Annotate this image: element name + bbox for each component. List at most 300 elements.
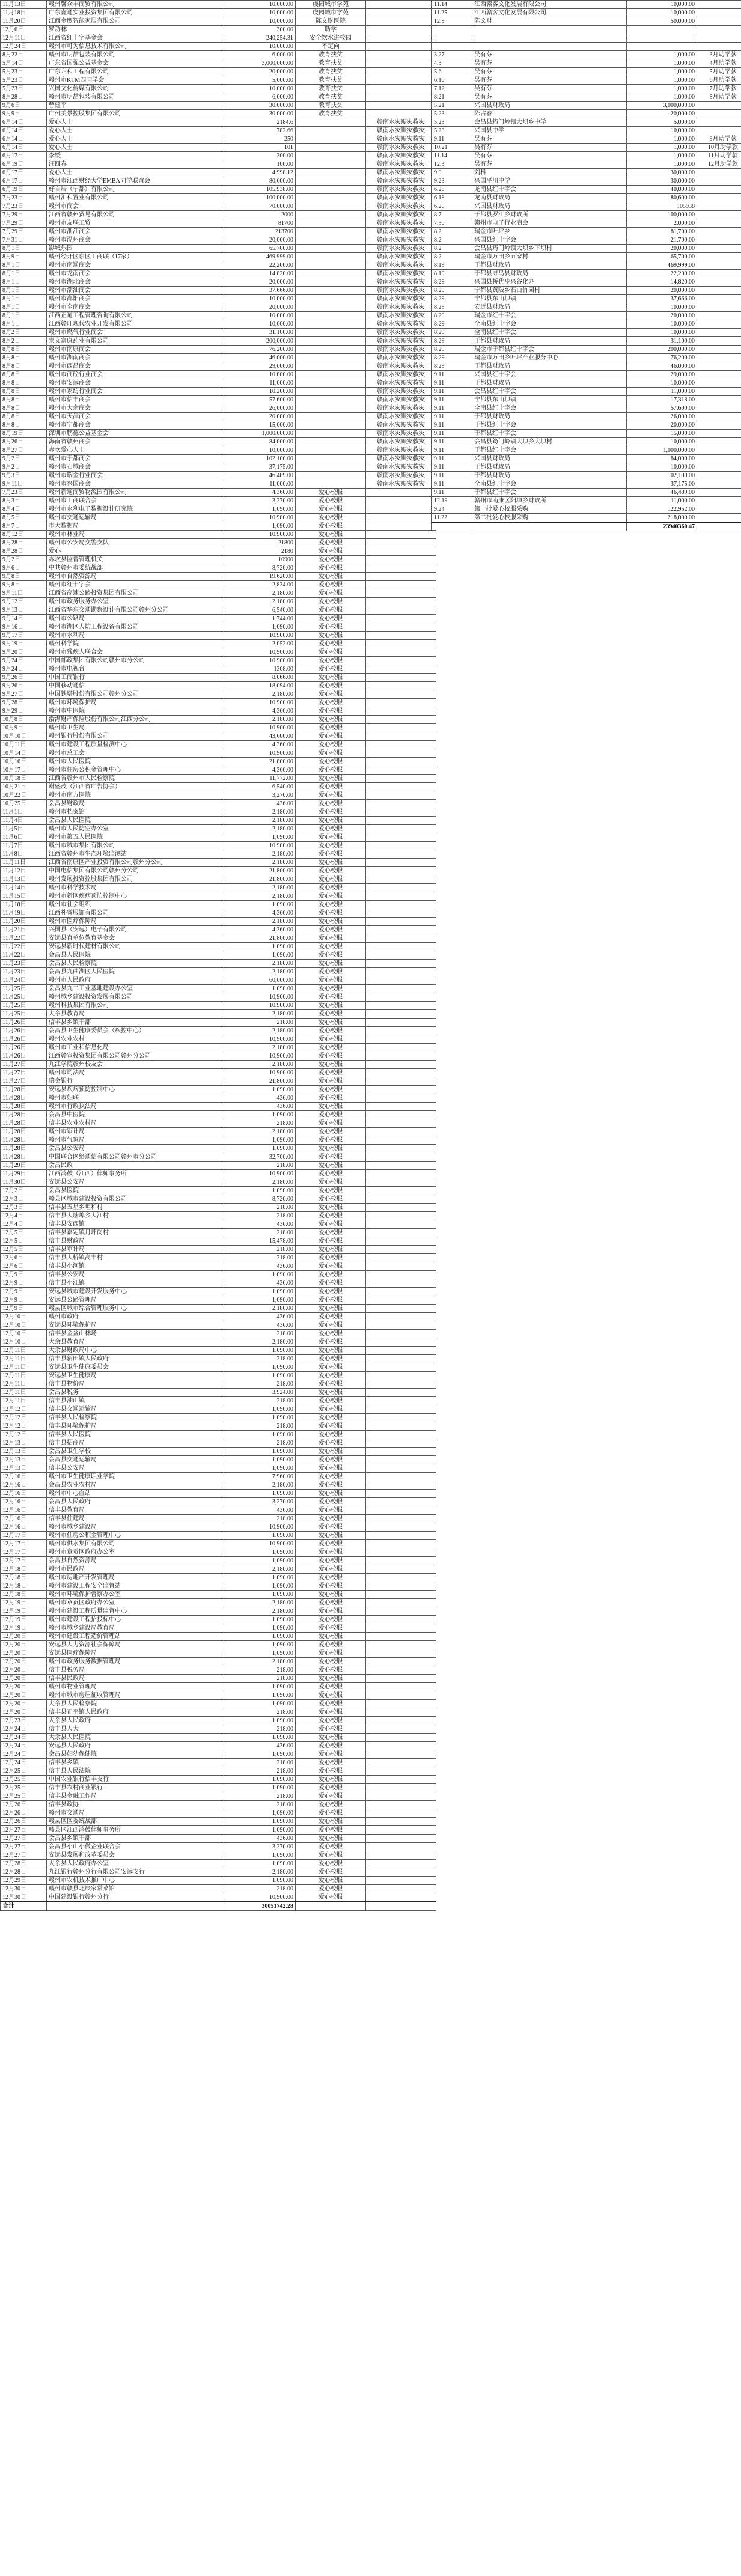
donor-cell: 赣州市红十字会 [47,581,225,589]
note-cell [366,1742,436,1750]
note-cell [366,1767,436,1776]
table-row [432,85,741,93]
donor-cell: 李媛 [47,152,225,160]
donor-cell: 谢盛茂（江西省广告协会） [47,783,225,791]
purpose-cell: 爱心校服 [296,1338,366,1347]
amount-cell: 11,000.00 [225,379,296,388]
note-cell [366,648,436,657]
note-cell [366,1616,436,1624]
table-row [432,160,741,169]
purpose-cell: 爱心校服 [296,665,366,674]
date-cell: 8.2 [432,236,472,245]
table-row [432,236,741,245]
purpose-cell: 爱心校服 [296,1111,366,1119]
amount-cell: 102,100.00 [627,472,697,480]
donor-cell: 中国铁塔股份有限公司赣州分公司 [47,690,225,699]
date-cell: 11月22日 [1,951,47,960]
table-row [432,9,741,17]
note-cell [366,1717,436,1725]
date-cell: 9月11日 [1,480,47,489]
amount-cell: 4,360.00 [225,707,296,716]
date-cell: 8月8日 [1,354,47,362]
amount-cell: 436.00 [225,1262,296,1271]
note-cell: 赣南水灾赈灾救灾 [366,421,436,430]
table-row [1,1835,436,1843]
purpose-cell [697,388,741,396]
note-cell [366,867,436,875]
note-cell [366,1170,436,1178]
purpose-cell [697,489,741,497]
donor-cell: 九江银行赣州分行有限公司安远支行 [47,1868,225,1877]
table-row [1,531,436,539]
donor-cell: 中国邮政集团有限公司赣州市分公司 [47,657,225,665]
note-cell [366,1456,436,1464]
donor-cell: 会昌县乡镇干部 [47,1835,225,1843]
table-row [1,1229,436,1237]
amount-cell: 3,924.00 [225,1389,296,1397]
amount-cell: 46,000.00 [225,354,296,362]
donor-cell: 江西省南康区产业投资有限公司赣州分公司 [47,859,225,867]
donor-cell: 赣州经开区东区工商联（17家） [47,253,225,261]
donor-cell: 大余县人民检察院 [47,1700,225,1708]
note-cell [366,1414,436,1422]
table-row [1,1338,436,1347]
note-cell [366,817,436,825]
note-cell [366,1321,436,1330]
donor-cell: 赣州城乡建设投资发展有限公司 [47,993,225,1002]
purpose-cell [697,245,741,253]
note-cell [366,1498,436,1506]
date-cell: 11月29日 [1,1170,47,1178]
donor-cell: 赣州市医疗保障局 [47,918,225,926]
table-row [1,1515,436,1523]
purpose-cell: 爱心校服 [296,1540,366,1548]
purpose-cell [296,303,366,312]
table-row [1,446,436,455]
amount-cell: 2,180.00 [225,598,296,606]
donor-cell: 赣县区江西鸿鼓律师事务所 [47,1826,225,1835]
donor-cell: 赣州市石城商会 [47,463,225,472]
note-cell: 赣南水灾赈灾救灾 [366,219,436,228]
date-cell: 12月18日 [1,1591,47,1599]
donor-cell: 信丰县人民法院 [47,1767,225,1776]
purpose-cell: 爱心校服 [296,1027,366,1035]
recipient-cell: 兴国县财政局 [472,455,627,463]
purpose-cell: 爱心校服 [296,573,366,581]
purpose-cell [697,43,741,51]
date-cell: 8月1日 [1,295,47,303]
amount-cell: 218.00 [225,1666,296,1675]
purpose-cell [697,9,741,17]
amount-cell: 20,000.00 [627,110,697,118]
amount-cell: 1308.00 [225,665,296,674]
purpose-cell [697,169,741,177]
donor-cell: 赣州市建设工程招投标中心 [47,1616,225,1624]
purpose-cell: 爱心校服 [296,581,366,589]
table-row [1,875,436,884]
note-cell: 赣南水灾赈灾救灾 [366,472,436,480]
table-row [1,951,436,960]
table-row [1,716,436,724]
purpose-cell: 教育扶贫 [296,59,366,68]
donor-cell: 会昌县卫生学校 [47,1448,225,1456]
table-row [1,43,436,51]
donor-cell: 爱心人士 [47,135,225,144]
donor-cell: 深圳市鹏德公益基金会 [47,430,225,438]
amount-cell: 2,180.00 [225,960,296,968]
donor-cell: 赣州市江西财经大学EMBA同学联谊会 [47,177,225,186]
amount-cell: 218.00 [225,1792,296,1801]
note-cell [366,1338,436,1347]
purpose-cell: 爱心校服 [296,1229,366,1237]
date-cell: 11月11日 [1,859,47,867]
recipient-cell: 兴国县红十字会 [472,236,627,245]
table-row [1,1044,436,1052]
recipient-cell: 兴国县财政局 [472,202,627,211]
date-cell: 12月9日 [1,1305,47,1313]
table-row [1,1767,436,1776]
purpose-cell: 爱心校服 [296,749,366,758]
note-cell: 赣南水灾赈灾救灾 [366,236,436,245]
table-row [1,480,436,489]
note-cell [366,1700,436,1708]
purpose-cell [296,245,366,253]
note-cell: 赣南水灾赈灾救灾 [366,228,436,236]
donor-cell: 中国建设银行赣州分行 [47,1893,225,1902]
amount-cell: 1,000.00 [627,160,697,169]
amount-cell: 1,000.00 [627,93,697,102]
amount-cell: 10,900.00 [225,699,296,707]
amount-cell: 4,998.12 [225,169,296,177]
purpose-cell: 爱心校服 [296,1019,366,1027]
table-row [1,1355,436,1363]
date-cell [432,34,472,43]
income-table [0,0,436,1911]
date-cell: 9月2日 [1,455,47,463]
table-row [1,1666,436,1675]
date-cell [432,43,472,51]
amount-cell: 2,180.00 [225,1565,296,1574]
purpose-cell: 爱心校服 [296,1742,366,1750]
note-cell: 赣南水灾赈灾救灾 [366,287,436,295]
note-cell [366,1162,436,1170]
note-cell [366,564,436,573]
purpose-cell [296,177,366,186]
note-cell [366,1750,436,1759]
table-row [1,1162,436,1170]
donor-cell: 会昌县税务 [47,1389,225,1397]
table-row [1,842,436,850]
note-cell [366,1271,436,1279]
purpose-cell [697,110,741,118]
amount-cell: 20,000.00 [225,413,296,421]
donor-cell: 会昌县人民政府 [47,1498,225,1506]
date-cell: 12月5日 [1,1246,47,1254]
amount-cell: 1,090.00 [225,1136,296,1145]
purpose-cell: 爱心校服 [296,1061,366,1069]
purpose-cell: 爱心校服 [296,716,366,724]
purpose-cell [697,446,741,455]
note-cell [366,1641,436,1649]
date-cell: 11月27日 [1,1069,47,1077]
table-row [1,186,436,194]
date-cell: 11月19日 [1,909,47,918]
donor-cell: 信丰县教育局 [47,1506,225,1515]
purpose-cell: 爱心校服 [296,1246,366,1254]
amount-cell: 218.00 [225,1355,296,1363]
date-cell: 11月25日 [1,1010,47,1019]
table-row [1,1582,436,1591]
purpose-cell: 爱心校服 [296,1372,366,1380]
amount-cell: 30,000.00 [627,169,697,177]
note-cell [366,1835,436,1843]
purpose-cell: 爱心校服 [296,1490,366,1498]
table-row [432,228,741,236]
date-cell: 12月6日 [1,1254,47,1262]
purpose-cell: 爱心校服 [296,1296,366,1305]
table-row [1,1136,436,1145]
purpose-cell: 3月助学款 [697,51,741,59]
date-cell: 9.23 [432,177,472,186]
amount-cell: 14,820.00 [627,278,697,287]
note-cell: 赣南水灾赈灾救灾 [366,337,436,346]
table-row [1,1498,436,1506]
date-cell: 12月19日 [1,1599,47,1607]
donor-cell: 会昌县九二工业基地建设办公室 [47,985,225,993]
date-cell: 8月1日 [1,278,47,287]
amount-cell: 436.00 [225,1313,296,1321]
purpose-cell [296,135,366,144]
purpose-cell: 爱心校服 [296,1195,366,1204]
amount-cell: 102,100.00 [225,455,296,463]
table-row [432,320,741,329]
date-cell: 8.2 [432,253,472,261]
date-cell: 12月25日 [1,1767,47,1776]
amount-cell: 10,000.00 [627,320,697,329]
date-cell: 10月11日 [1,741,47,749]
recipient-cell: 龙南县红十字会 [472,186,627,194]
date-cell: 11月13日 [1,1,47,9]
amount-cell: 218.00 [225,1246,296,1254]
amount-cell: 32,700.00 [225,1153,296,1162]
purpose-cell: 爱心校服 [296,615,366,623]
date-cell: 12月17日 [1,1557,47,1565]
recipient-cell: 于都县红十字会 [472,421,627,430]
donor-cell: 赣州市公路局 [47,615,225,623]
donor-cell: 赣州市交通局 [47,1809,225,1818]
date-cell: 12月9日 [1,1296,47,1305]
date-cell: 12月6日 [1,1262,47,1271]
table-row [1,68,436,76]
purpose-cell: 爱心校服 [296,1835,366,1843]
recipient-cell: 兴国县财政局 [472,102,627,110]
purpose-cell: 陈文财医院 [296,17,366,26]
purpose-cell: 爱心校服 [296,1254,366,1262]
note-cell [366,884,436,892]
table-row [1,539,436,547]
donor-cell: 赣州市建设工程造价管理站 [47,1633,225,1641]
purpose-cell: 爱心校服 [296,1162,366,1170]
table-row [1,791,436,800]
date-cell: 10月9日 [1,724,47,732]
donor-cell: 江西金鹰智能家居有限公司 [47,17,225,26]
donor-cell: 信丰县民政局 [47,1675,225,1683]
purpose-cell [296,169,366,177]
donor-cell: 赣州市南康商会 [47,346,225,354]
donor-cell: 大余县教育局 [47,1010,225,1019]
purpose-cell [697,236,741,245]
table-row [1,85,436,93]
amount-cell: 10,000.00 [225,320,296,329]
note-cell [366,1893,436,1902]
date-cell: 9月2日 [1,463,47,472]
purpose-cell: 9月助学款 [697,135,741,144]
date-cell: 9月11日 [1,589,47,598]
table-row [1,1860,436,1868]
donor-cell: 赣州市湖区人防工程设备有限公司 [47,623,225,632]
purpose-cell: 爱心校服 [296,926,366,934]
date-cell: 9.24 [432,505,472,514]
table-row [432,505,741,514]
donor-cell: 赣州市章贡区政府办公室 [47,1599,225,1607]
table-row [432,270,741,278]
purpose-cell: 爱心校服 [296,724,366,732]
table-row [1,1675,436,1683]
note-cell [366,1877,436,1885]
date-cell: 12月24日 [1,43,47,51]
date-cell: 8月8日 [1,404,47,413]
table-row [1,489,436,497]
purpose-cell: 爱心校服 [296,598,366,606]
donor-cell: 信丰县大桥镇高丰村 [47,1254,225,1262]
purpose-cell [697,505,741,514]
table-row [1,1868,436,1877]
note-cell [366,1178,436,1187]
table-row [432,219,741,228]
date-cell: 11月28日 [1,1145,47,1153]
donor-cell: 赣州市城市集团有限公司 [47,842,225,850]
donor-cell: 赣州市民政局 [47,1565,225,1574]
amount-cell: 2180 [225,547,296,556]
note-cell: 赣南水灾赈灾救灾 [366,202,436,211]
table-row [1,1405,436,1414]
purpose-cell: 教育扶贫 [296,68,366,76]
donor-cell: 信丰县农业农村局 [47,1119,225,1128]
purpose-cell: 爱心校服 [296,968,366,976]
purpose-cell [697,455,741,463]
donor-cell: 江西省华东交通勘察设计有限公司赣州分公司 [47,606,225,615]
amount-cell: 218.00 [225,1204,296,1212]
amount-cell: 1,000.00 [627,135,697,144]
note-cell [366,1649,436,1658]
table-row [432,396,741,404]
note-cell [366,640,436,648]
amount-cell: 1,090.00 [225,1860,296,1868]
note-cell [366,1599,436,1607]
amount-cell: 14,820.00 [225,270,296,278]
purpose-cell [697,26,741,34]
date-cell: 9.11 [432,413,472,421]
amount-cell: 10,000.00 [225,312,296,320]
table-row [432,371,741,379]
note-cell [366,606,436,615]
amount-cell: 22,200.00 [627,270,697,278]
purpose-cell [296,337,366,346]
amount-cell: 30,000.00 [225,110,296,118]
table-row [1,1548,436,1557]
date-cell: 11月28日 [1,1111,47,1119]
purpose-cell: 爱心校服 [296,976,366,985]
table-row [1,110,436,118]
table-row [1,261,436,270]
amount-cell: 10,000.00 [225,9,296,17]
date-cell: 11月28日 [1,1119,47,1128]
amount-cell: 100.00 [225,160,296,169]
date-cell: 11月26日 [1,1027,47,1035]
table-row [432,489,741,497]
purpose-cell: 爱心校服 [296,842,366,850]
table-row [1,295,436,303]
amount-cell: 1,090.00 [225,1145,296,1153]
purpose-cell: 爱心校服 [296,648,366,657]
date-cell: 9.11 [432,446,472,455]
amount-cell: 2,180.00 [225,850,296,859]
recipient-cell: 于都县红十字会 [472,446,627,455]
purpose-cell: 爱心校服 [296,556,366,564]
date-cell: 9月9日 [1,110,47,118]
note-cell: 赣南水灾赈灾救灾 [366,312,436,320]
purpose-cell [697,17,741,26]
table-row [1,430,436,438]
note-cell: 赣南水灾赈灾救灾 [366,480,436,489]
date-cell: 12月16日 [1,1481,47,1490]
note-cell [366,1347,436,1355]
date-cell: 12月20日 [1,1666,47,1675]
recipient-cell: 全南县红十字会 [472,329,627,337]
amount-cell: 20,000.00 [627,312,697,320]
amount-cell: 2,180.00 [225,968,296,976]
note-cell [366,741,436,749]
purpose-cell: 爱心校服 [296,766,366,775]
donor-cell: 赣州市环境保护督察办公室 [47,1591,225,1599]
amount-cell: 29,000.00 [225,362,296,371]
donor-cell: 信丰县人民医院 [47,1431,225,1439]
note-cell [366,547,436,556]
amount-cell: 436.00 [225,800,296,808]
note-cell: 赣南水灾赈灾救灾 [366,278,436,287]
table-row [1,1262,436,1271]
date-cell: 8月19日 [1,430,47,438]
purpose-cell: 8月助学款 [697,93,741,102]
note-cell [366,1557,436,1565]
date-cell: 9.11 [432,371,472,379]
amount-cell: 10,900.00 [225,724,296,732]
donor-cell: 赣州市中心血站 [47,1490,225,1498]
table-row [1,1439,436,1448]
purpose-cell [697,219,741,228]
note-cell [366,665,436,674]
note-cell [366,17,436,26]
recipient-cell: 吴有芬 [472,160,627,169]
table-row [1,833,436,842]
amount-cell: 1,744.00 [225,615,296,623]
amount-cell [627,43,697,51]
date-cell: 8月2日 [1,337,47,346]
date-cell: 12月9日 [1,1288,47,1296]
note-cell [366,976,436,985]
table-row [432,287,741,295]
date-cell: 11.14 [432,1,472,9]
